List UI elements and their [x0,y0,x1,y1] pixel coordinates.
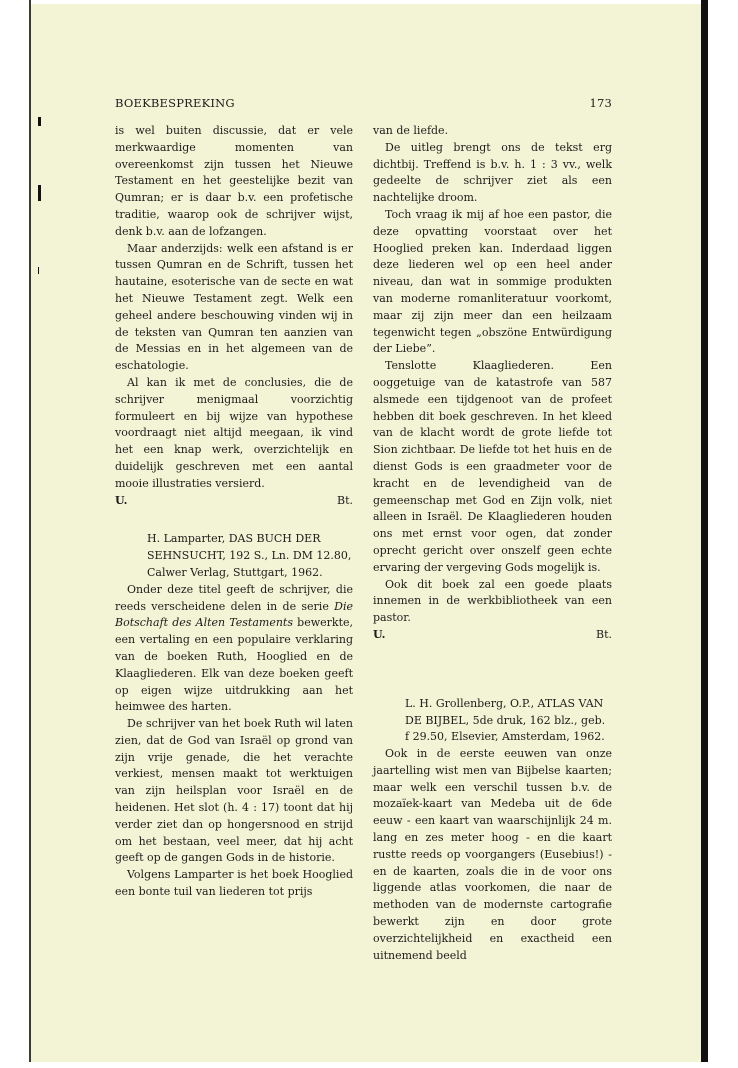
left-column [115,123,353,901]
review-signature [373,627,612,644]
scan-border-top [0,0,738,4]
running-header [115,96,612,112]
right-column [373,123,612,964]
paragraph: Onder deze titel geeft de schrijver, die reeds verscheidene delen in de serie Die Botschaft des Alten Testaments bewerkte, een vertaling en een populaire verklaring van de boeken Ruth, Hooglied en de Klaagliederen. Elk van deze boeken geeft op eigen wijze uitdrukking aan het heimwee des harten. [115,582,354,714]
series-title: Die Botschaft des Alten Testaments [115,599,353,630]
scan-border-left [0,0,30,1068]
paragraph: De schrijver van het boek Ruth wil laten zien, dat de God van Israël op grond van zijn vrije genade, die het verachte verkiest, mensen maakt tot werktuigen van zijn heilsplan voor Israël en de heidenen. Het slot (h. 4 : 17) toont dat hij verder ziet dan op hongersnood en strijd om het bestaan, veel meer, dat hij acht geeft op de gangen Gods in de historie. [115,717,353,865]
paragraph: Al kan ik met de conclusies, die de schrijver menigmaal voorzichtig formuleert en bij wijze van hypothese voordraagt niet altijd meegaan, ik vind het een knap werk, overzichtelijk en duidelijk geschreven met een aantal mooie illustraties versierd. [115,375,353,490]
scan-border-right [708,0,738,1068]
book-reference: L. H. Grollenberg, O.P., ATLAS VAN DE BIJBEL, 5de druk, 162 blz., geb. f 29.50, Elsevier, Amsterdam, 1962. [405,696,606,744]
margin-mark [38,185,41,201]
spacer [373,644,612,674]
scan-shadow-left [29,0,31,1062]
margin-mark [38,267,39,274]
signature-initial: U. [373,627,386,641]
paragraph: Toch vraag ik mij af hoe een pastor, die deze opvatting voorstaat over het Hooglied preken kan. Inderdaad liggen deze liederen wel op een heel ander niveau, dan wat in sommige produkten van moderne romanliteratuur voorkomt, maar zij zijn meer dan een heilzaam tegenwicht tegen „obszöne Entwürdigung der Liebe”. [373,207,612,356]
signature-author: Bt. [595,627,612,641]
paragraph: van de liefde. [373,124,449,137]
scan-shadow-right [701,0,708,1062]
page-number: 173 [589,96,612,110]
paragraph: Ook dit boek zal een goede plaats innemen in de werkbibliotheek van een pastor. [373,577,612,625]
section-title: BOEKBESPREKING [115,96,235,110]
paragraph: De uitleg brengt ons de tekst erg dichtbij. Treffend is b.v. h. 1 : 3 vv., welk gedeelte de schrijver ziet als een nachtelijke droom. [373,140,612,205]
book-reference: H. Lamparter, DAS BUCH DER SEHNSUCHT, 192 S., Ln. DM 12.80, Calwer Verlag, Stuttgart, 1962. [147,532,352,579]
scan-border-bottom [0,1062,738,1068]
signature-author: Bt. [336,493,353,507]
paragraph: is wel buiten discussie, dat er vele merkwaardige momenten van overeenkomst zijn tussen het Nieuwe Testament en het geestelijke bezit van Qumran; er is daar b.v. een profetische traditie, waarop ook de schrijver wijst, denk b.v. aan de lofzangen. [115,124,353,238]
signature-initial: U. [115,493,128,507]
margin-mark [38,117,41,126]
paragraph: Volgens Lamparter is het boek Hooglied een bonte tuil van liederen tot prijs [115,868,353,899]
paragraph: Maar anderzijds: welk een afstand is er tussen Qumran en de Schrift, tussen het hautaine, esoterische van de secte en wat het Nieuwe Testament zegt. Welk een geheel andere beschouwing vinden wij in de teksten van Qumran ten aanzien van de Messias en in het algemeen van de eschatologie. [115,241,353,373]
review-signature [115,493,353,510]
paragraph: Tenslotte Klaagliederen. Een ooggetuige van de katastrofe van 587 alsmede een tijdgenoot van de profeet hebben dit boek geschreven. In het kleed van de klacht wordt de grote liefde tot Sion zichtbaar. De liefde tot het huis en de dienst Gods is een graadmeter voor de kracht en de levendigheid van de gemeenschap met God en Zijn volk, niet alleen in Israël. De Klaagliederen houden ons met ernst voor ogen, dat zonder oprecht gericht over onszelf geen echte ervaring der vergeving Gods mogelijk is. [373,359,612,574]
paragraph: Ook in de eerste eeuwen van onze jaartelling wist men van Bijbelse kaarten; maar welk een verschil tussen b.v. de mozaïek-kaart van Medeba uit de 6de eeuw - een kaart van waarschijnlijk 24 m. lang en zes meter hoog - en die kaart rustte reeds op voorgangers (Eusebius!) - en de kaarten, zoals die in de voor ons liggende atlas voorkomen, die naar de methoden van de modernste cartografie bewerkt zijn en door grote overzichtelijkheid en exactheid een uitnemend beeld [373,747,612,962]
